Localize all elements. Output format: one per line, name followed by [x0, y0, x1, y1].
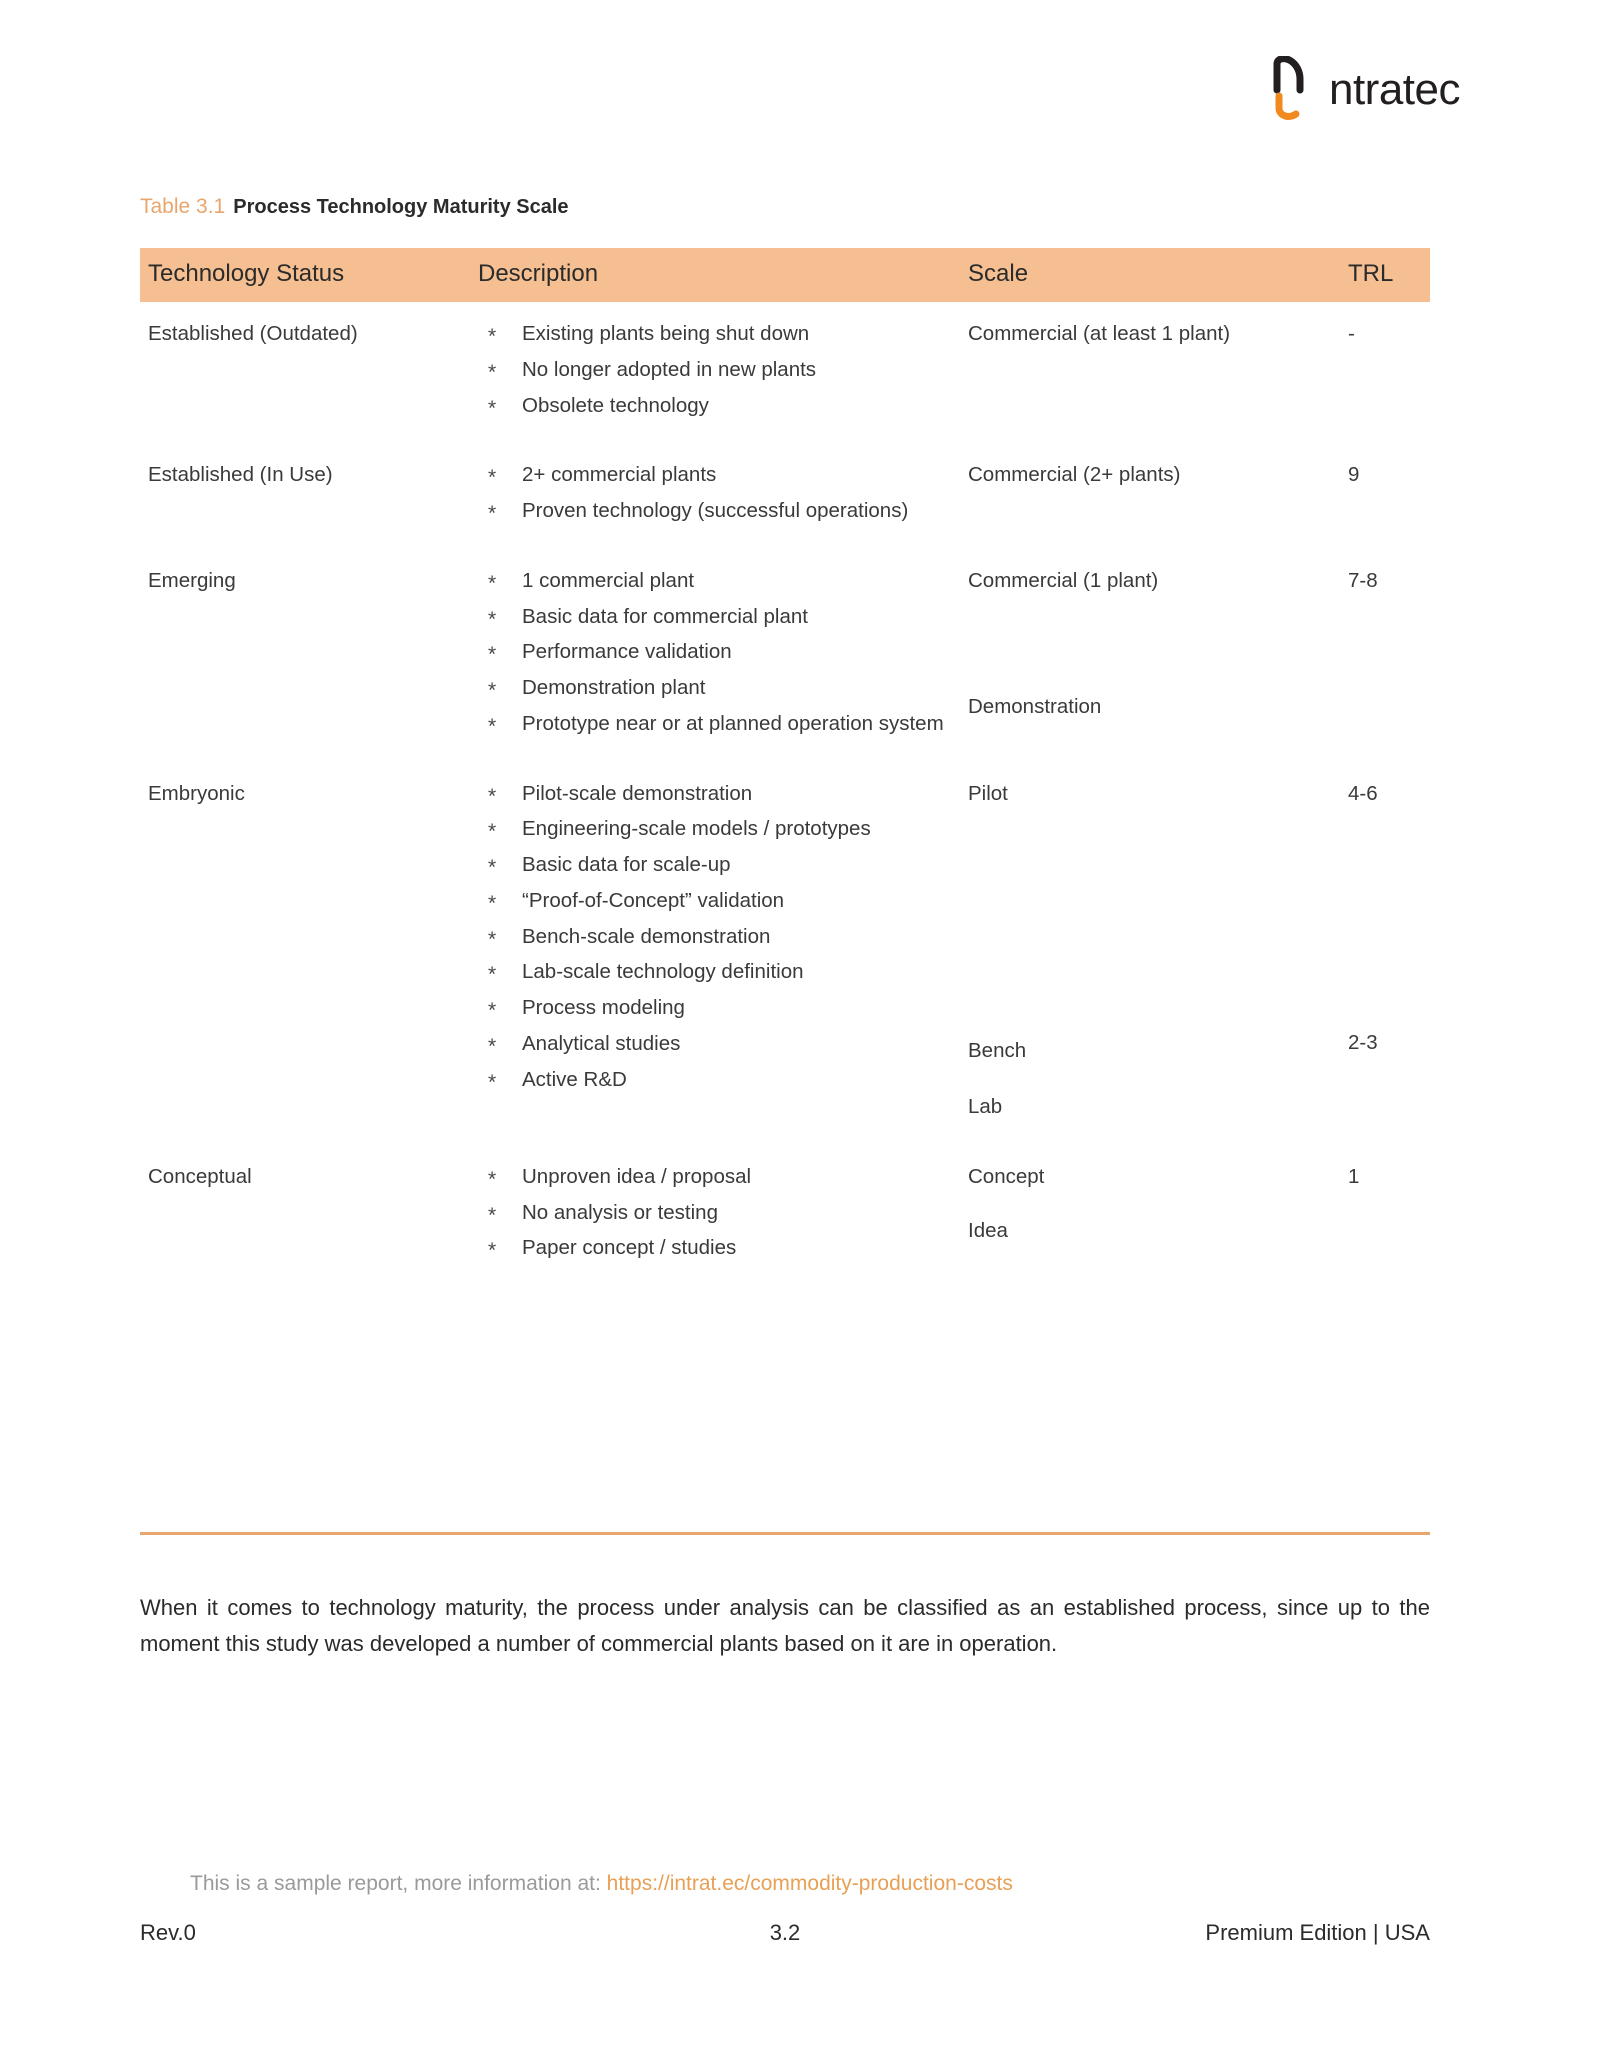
list-item: * Unproven idea / proposal [478, 1161, 960, 1193]
list-item: * Active R&D [478, 1064, 960, 1096]
cell-status: Emerging [148, 568, 236, 592]
list-item: * No analysis or testing [478, 1197, 960, 1229]
table-row [140, 549, 1430, 762]
body-paragraph: When it comes to technology maturity, the process under analysis can be classified as an established process, since up to the moment this study was developed a number of commercial plants based on it are in operation. [140, 1595, 1430, 1656]
cell-scale [960, 302, 1340, 443]
list-item: * Engineering-scale models / prototypes [478, 813, 960, 845]
scale-entry: Concept [968, 1164, 1045, 1188]
maturity-table-wrapper [140, 248, 1430, 1286]
description-bullet-list [478, 459, 960, 527]
list-item: * Proven technology (successful operations) [478, 495, 960, 527]
scale-lines [968, 778, 1340, 1123]
cell-trl: 7-8 [1348, 568, 1378, 592]
sample-report-link[interactable]: https://intrat.ec/commodity-production-costs [606, 1872, 1013, 1895]
list-item: * Prototype near or at planned operation system [478, 708, 960, 740]
scale-entry: Commercial (at least 1 plant) [968, 322, 1231, 345]
table-row [140, 1145, 1430, 1286]
list-item: * Existing plants being shut down [478, 318, 960, 350]
list-item: * Pilot-scale demonstration [478, 778, 960, 810]
list-item: * “Proof-of-Concept” validation [478, 885, 960, 917]
cell-description [470, 549, 960, 762]
list-item: * Lab-scale technology definition [478, 956, 960, 988]
list-item: * Demonstration plant [478, 672, 960, 704]
cell-description [470, 443, 960, 549]
list-item: * Basic data for scale-up [478, 849, 960, 881]
table-bottom-rule [140, 1532, 1430, 1535]
table-caption [140, 195, 569, 219]
cell-status: Conceptual [148, 1164, 252, 1188]
list-item: * Analytical studies [478, 1028, 960, 1060]
cell-trl: 1 [1348, 1164, 1360, 1188]
page-footer [140, 1920, 1430, 1946]
table-caption-title: Process Technology Maturity Scale [233, 196, 569, 218]
scale-entry: Demonstration [968, 694, 1102, 718]
scale-lines [968, 459, 1340, 491]
header-trl: TRL [1340, 248, 1430, 302]
sample-note-text: This is a sample report, more information at: [190, 1872, 607, 1895]
cell-description [470, 762, 960, 1145]
description-bullet-list [478, 318, 960, 421]
sample-report-note [190, 1872, 1440, 1896]
scale-lines [968, 1161, 1340, 1247]
cell-description [470, 302, 960, 443]
table-row [140, 302, 1430, 443]
list-item: * Obsolete technology [478, 390, 960, 422]
intratec-logo-mark [1271, 56, 1327, 122]
cell-scale [960, 1145, 1340, 1286]
maturity-table [140, 248, 1430, 1286]
table-row [140, 762, 1430, 1145]
intratec-logo [1271, 52, 1460, 122]
description-bullet-list [478, 778, 960, 1096]
scale-entry: Pilot [968, 781, 1008, 805]
footer-revision: Rev.0 [140, 1920, 196, 1945]
table-row [140, 443, 1430, 549]
header-technology-status: Technology Status [140, 248, 470, 302]
cell-trl [1340, 762, 1430, 1145]
scale-entry: Commercial (2+ plants) [968, 463, 1181, 487]
cell-status: Embryonic [148, 781, 245, 805]
description-bullet-list [478, 1161, 960, 1264]
table-header-row [140, 248, 1430, 302]
footer-edition: Premium Edition | USA [1205, 1920, 1430, 1945]
scale-lines [968, 318, 1340, 350]
header-description: Description [470, 248, 960, 302]
cell-scale [960, 549, 1340, 762]
trl-value: 4-6 [1348, 781, 1378, 805]
scale-entry: Idea [968, 1218, 1008, 1242]
logo-wordmark: ntratec [1328, 65, 1460, 114]
scale-entry: Lab [968, 1095, 1003, 1119]
list-item: * 2+ commercial plants [478, 459, 960, 491]
table-caption-label: Table 3.1 [140, 195, 226, 218]
cell-scale [960, 762, 1340, 1145]
cell-trl: - [1348, 322, 1355, 345]
scale-lines [968, 565, 1340, 723]
description-bullet-list [478, 565, 960, 740]
list-item: * 1 commercial plant [478, 565, 960, 597]
trl-value-secondary: 2-3 [1348, 1031, 1378, 1055]
list-item: * No longer adopted in new plants [478, 354, 960, 386]
cell-scale [960, 443, 1340, 549]
scale-entry: Commercial (1 plant) [968, 568, 1159, 592]
list-item: * Bench-scale demonstration [478, 921, 960, 953]
list-item: * Performance validation [478, 636, 960, 668]
scale-entry: Bench [968, 1039, 1027, 1063]
footer-page-number: 3.2 [769, 1920, 801, 1945]
cell-description [470, 1145, 960, 1286]
list-item: * Process modeling [478, 992, 960, 1024]
list-item: * Basic data for commercial plant [478, 601, 960, 633]
cell-trl: 9 [1348, 463, 1360, 487]
cell-status: Established (In Use) [148, 463, 333, 487]
list-item: * Paper concept / studies [478, 1232, 960, 1264]
header-scale: Scale [960, 248, 1340, 302]
cell-status: Established (Outdated) [148, 322, 358, 345]
